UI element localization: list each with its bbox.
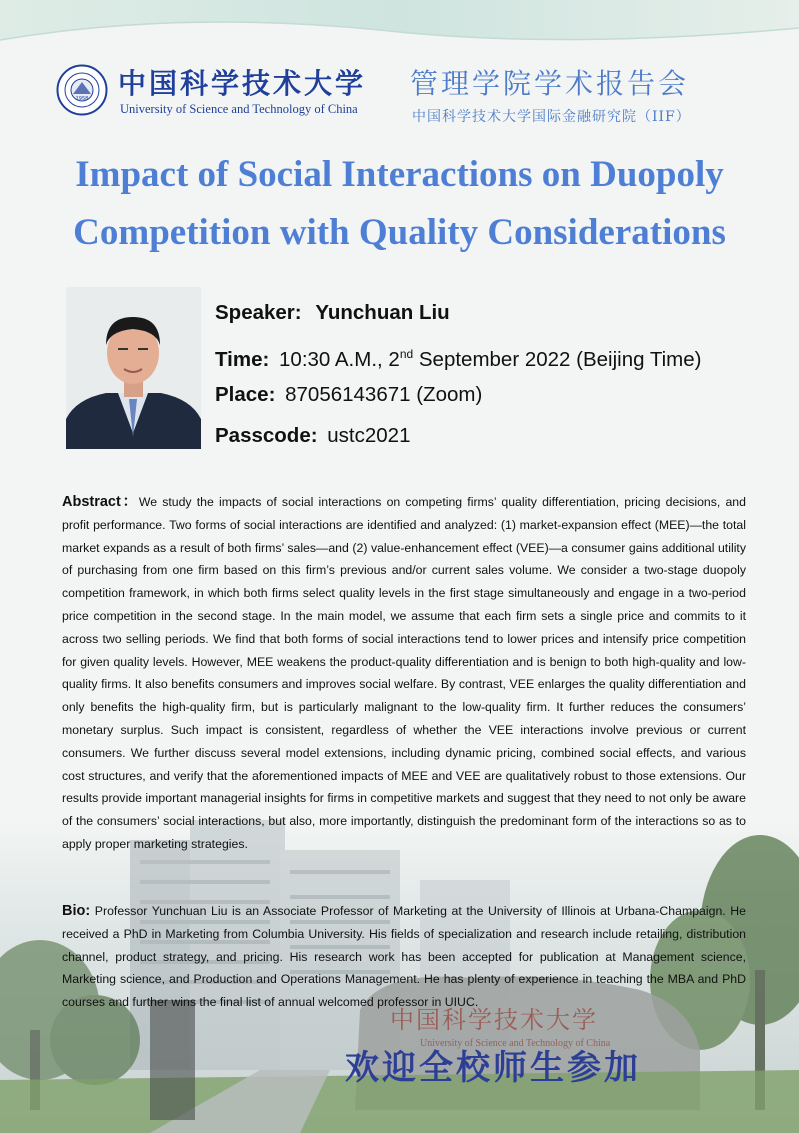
time-value-end: September 2022 (Beijing Time) — [413, 347, 702, 371]
time-row — [215, 337, 701, 378]
time-value — [279, 348, 701, 371]
time-label: Time: — [215, 347, 270, 371]
talk-title: Impact of Social Interactions on Duopoly Competition with Quality Considerations — [73, 154, 726, 253]
talk-info — [215, 296, 701, 460]
speaker-photo — [66, 287, 201, 449]
university-name-cn: 中国科学技术大学 — [118, 67, 367, 100]
passcode-value: ustc2021 — [327, 424, 411, 447]
place-value: 87056143671 (Zoom) — [285, 383, 483, 406]
header-swoosh — [0, 0, 799, 60]
time-value-start: 10:30 A.M., 2 — [279, 347, 400, 371]
abstract-text: We study the impacts of social interactions on competing firms’ quality differentiation, pricing decisions, and profit performance. Two forms of social interactions are identified and analyzed: (1) market-expansion effect (MEE)—the total market expands as a result of both firms’ sales—and (2) value-enhancement effect (VEE)—a consumer gains additional utility of purchasing from one firm based on this firm’s previous and/or current sales volume. We consider a two-stage duopoly competition framework, in which both firms select quality levels in the first stage simultaneously and engage in a two-period price competition in the second stage. In the main model, we assume that each firm sets a single price and commits to it across two selling periods. We find that both forms of social interactions tend to lower prices and intensify price competition for given quality levels. However, MEE weakens the product-quality differentiation and is benign to both high-quality and low-quality firms. It also benefits consumers and improves social welfare. By contrast, VEE enlarges the quality differentiation and only benefits the high-quality firm, but is particularly malignant to the low-quality firm. It further reduces the consumers’ monetary surplus. Such impact is consistent, regardless of whether the VEE interactions involve previous or current consumers. We further discuss several model extensions, including dynamic pricing, combined social effects, and various cost structures, and verify that the aforementioned impacts of MEE and VEE are qualitatively robust to those extensions. Our results provide important managerial insights for firms in competitive markets and suggest that they need to not only be aware of the consumers’ social interactions, but also, more importantly, distinguish the predominant form of the interactions so as to apply proper marketing strategies. — [62, 495, 746, 851]
lecture-series-title: 管理学院学术报告会 — [410, 67, 690, 100]
passcode-row — [215, 419, 701, 460]
university-name-en: University of Science and Technology of China — [120, 102, 358, 116]
welcome-banner: 欢迎全校师生参加 — [345, 1048, 641, 1088]
place-row — [215, 378, 701, 419]
speaker-row — [215, 296, 701, 337]
bio-text: Professor Yunchuan Liu is an Associate Professor of Marketing at the University of Illinois at Urbana-Champaign. He received a PhD in Marketing from Columbia University. His fields of specialization and research include retailing, distribution channel, product strategy, and pricing. His research work has been accepted for publication at Management science, Marketing science, and Production and Operations Management. He has plenty of experience in teaching the MBA and PhD courses and further wins the final list of annual welcomed professor in UIUC. — [62, 904, 746, 1010]
stone-inscription-cn: 中国科学技术大学 — [390, 1006, 598, 1034]
place-label: Place: — [215, 383, 276, 406]
bio-label: Bio: — [62, 903, 91, 919]
institute-name: 中国科学技术大学国际金融研究院（IIF） — [412, 109, 691, 125]
abstract-label: Abstract： — [62, 494, 139, 510]
bio-paragraph — [62, 900, 746, 1014]
passcode-label: Passcode: — [215, 424, 318, 447]
speaker-label: Speaker: — [215, 301, 302, 324]
time-value-ordinal: nd — [399, 347, 414, 361]
speaker-name: Yunchuan Liu — [315, 301, 450, 324]
seal-year: 1958 — [75, 96, 89, 102]
ustc-seal-logo — [56, 64, 108, 116]
stone-inscription-en: University of Science and Technology of China — [420, 1038, 611, 1049]
abstract-paragraph — [62, 491, 746, 856]
